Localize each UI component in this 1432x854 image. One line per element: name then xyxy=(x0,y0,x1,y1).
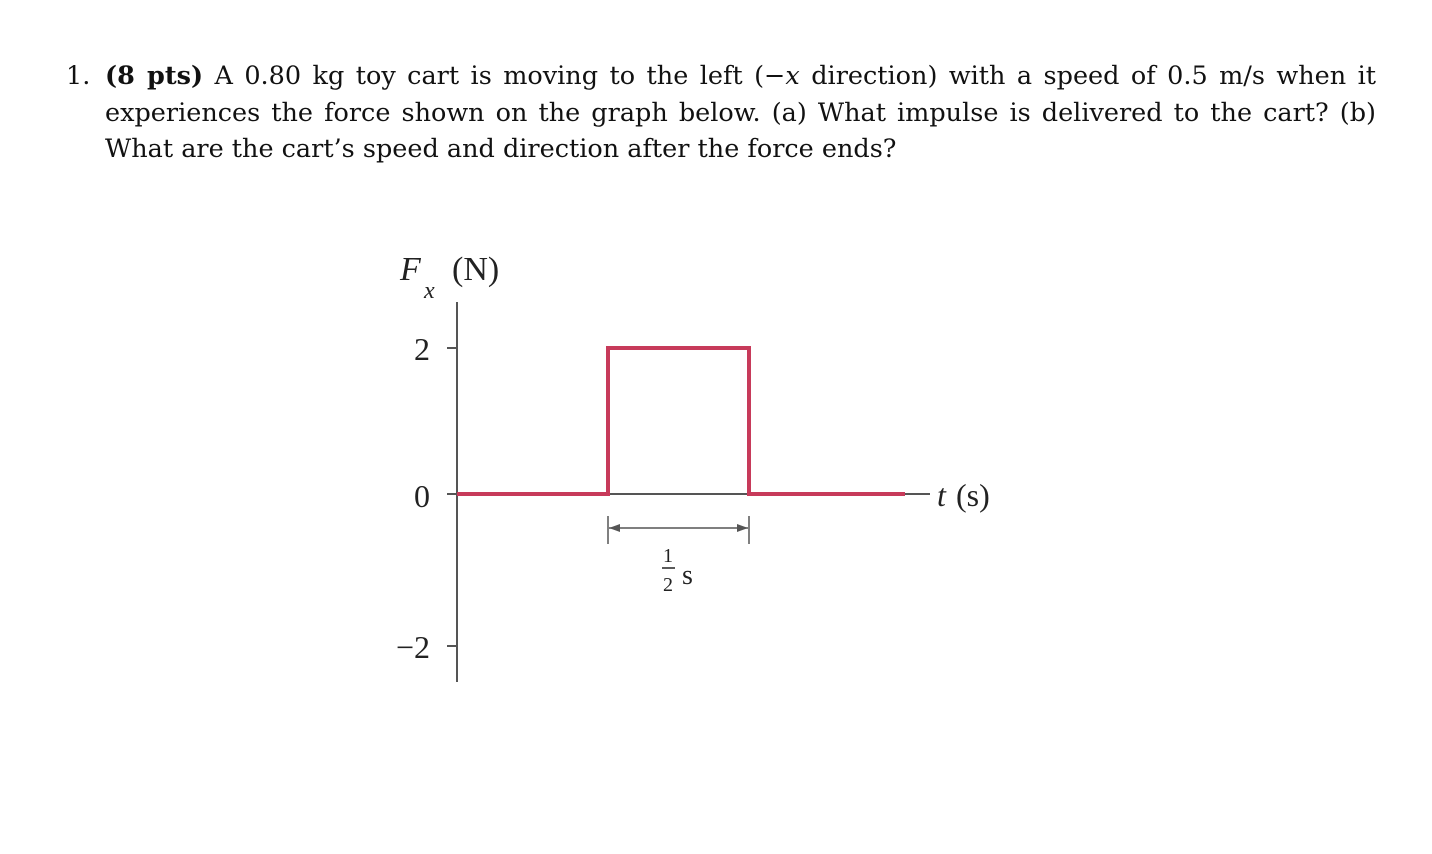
interval-arrow-right-head xyxy=(737,524,748,532)
problem-points: (8 pts) xyxy=(105,61,204,91)
y-axis-symbol: F xyxy=(400,251,421,288)
interval-label-numerator: 1 xyxy=(663,545,673,567)
y-tick-label-2: 2 xyxy=(414,331,430,367)
x-axis-unit: (s) xyxy=(956,477,990,513)
y-tick-label-neg2: −2 xyxy=(395,629,430,665)
problem-text-part1: A 0.80 kg toy cart is moving to the left (− xyxy=(214,61,786,91)
interval-label-unit: s xyxy=(682,560,693,591)
problem-text-part2: direction) with a speed of 0.5 m/s when it experiences the force shown on the graph below. (a) What impulse is delivered to the cart? (b) What are the cart’s speed and direction after the force ends? xyxy=(105,61,1376,164)
interval-label-denominator: 2 xyxy=(663,574,673,596)
y-tick-label-0: 0 xyxy=(414,478,430,514)
x-axis-symbol: t xyxy=(937,477,946,513)
y-axis-unit: (N) xyxy=(452,251,500,288)
force-series-line xyxy=(457,348,905,494)
problem-number: 1. xyxy=(66,61,91,91)
problem-math-x: x xyxy=(785,61,800,91)
y-axis-subscript: x xyxy=(424,278,435,304)
interval-arrow-left-head xyxy=(609,524,620,532)
